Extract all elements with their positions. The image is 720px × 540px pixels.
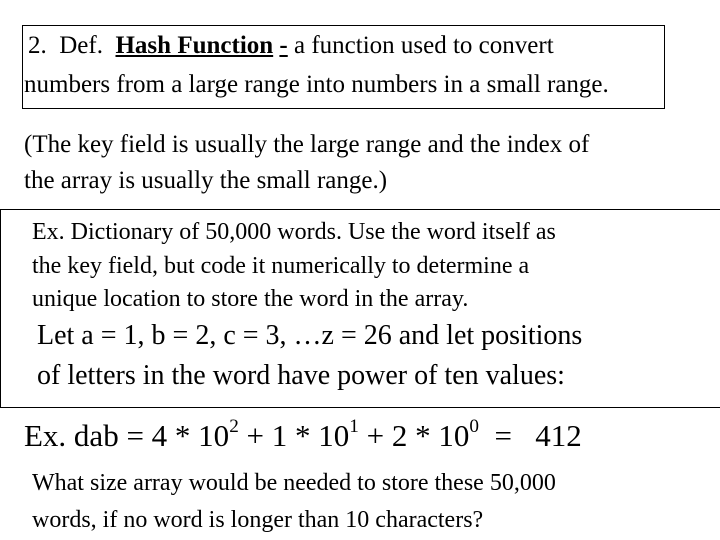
definition-line-1 <box>28 32 554 60</box>
exponent-1: 1 <box>349 416 359 438</box>
formula-line: Ex. dab = $4 * 10^2 + 1 * 10^1 + 2 * 10^0 = 412$ <box>24 416 582 453</box>
definition-dash: - <box>279 32 288 59</box>
example-line-2: the key field, but code it numerically to determine a <box>32 253 530 279</box>
definition-text-2: numbers from a large range into numbers in a small range. <box>24 71 609 98</box>
question-line-1: What size array would be needed to store these 50,000 <box>32 470 556 496</box>
example-line-3: unique location to store the word in the array. <box>32 286 469 312</box>
definition-number: 2. <box>28 32 47 59</box>
definition-prefix: Def. <box>59 32 103 59</box>
note-line-1: (The key field is usually the large range and the index of <box>24 131 590 158</box>
definition-text-1: a function used to convert <box>294 32 554 59</box>
example-line-4: Let a = 1, b = 2, c = 3, …z = 26 and let positions <box>37 320 583 351</box>
definition-line-2 <box>24 71 609 99</box>
note-line-2: the array is usually the small range.) <box>24 167 388 194</box>
exponent-2: 2 <box>229 416 239 438</box>
example-line-1: Ex. Dictionary of 50,000 words. Use the word itself as <box>32 219 556 245</box>
definition-term: Hash Function <box>115 32 274 59</box>
formula-result: = 412 <box>478 418 582 453</box>
question-line-2: words, if no word is longer than 10 characters? <box>32 507 484 533</box>
exponent-0: 0 <box>469 416 479 438</box>
example-line-5: of letters in the word have power of ten values: <box>37 360 565 391</box>
